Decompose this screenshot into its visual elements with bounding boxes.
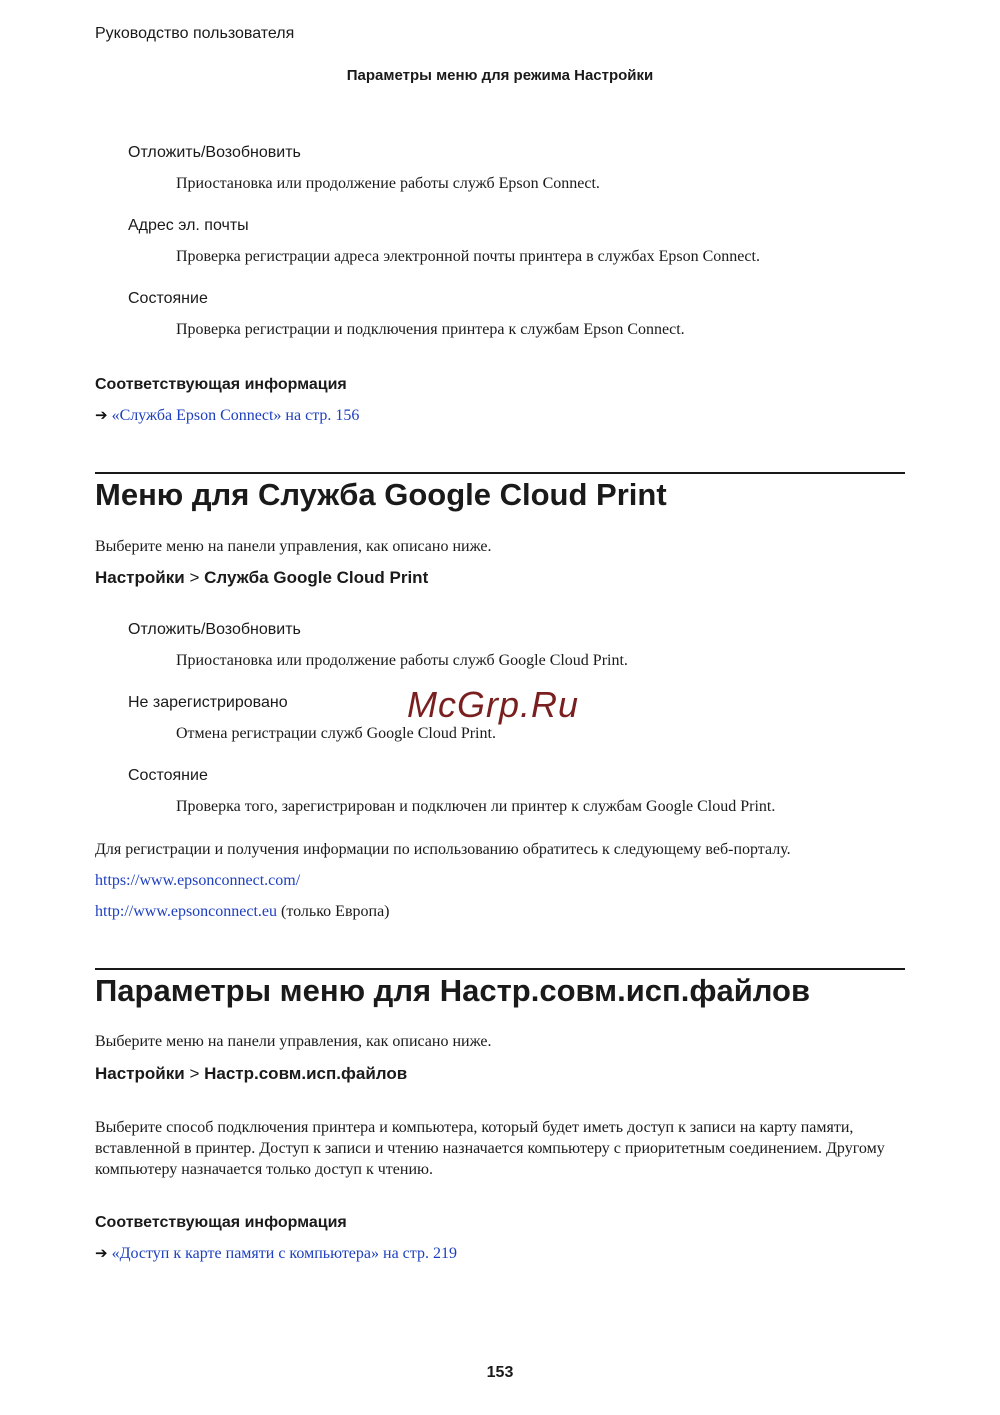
menu-path-separator: >: [189, 568, 200, 587]
desc-pause-resume: Приостановка или продолжение работы служб Epson Connect.: [176, 175, 600, 192]
menu-path-root: Настройки: [95, 1064, 185, 1083]
term-pause-resume: Отложить/Возобновить: [128, 144, 301, 161]
term-pause-resume: Отложить/Возобновить: [128, 621, 301, 638]
link-row-europe: [95, 903, 390, 921]
related-info-heading: Соответствующая информация: [95, 376, 347, 393]
europe-only-note: (только Европа): [277, 903, 390, 920]
related-link-memory-card[interactable]: «Доступ к карте памяти с компьютера» на стр. 219: [111, 1245, 457, 1262]
menu-path-root: Настройки: [95, 568, 185, 587]
menu-path-leaf: Служба Google Cloud Print: [204, 568, 429, 587]
running-title: Руководство пользователя: [95, 25, 295, 42]
section-divider: [95, 472, 905, 474]
link-epsonconnect-eu[interactable]: http://www.epsonconnect.eu: [95, 903, 278, 920]
menu-path: [95, 1064, 407, 1084]
related-info-heading: Соответствующая информация: [95, 1214, 347, 1231]
watermark: McGrp.Ru: [407, 684, 580, 725]
section-divider: [95, 968, 905, 970]
term-status: Состояние: [128, 767, 208, 784]
desc-not-registered: Отмена регистрации служб Google Cloud Print.: [176, 725, 496, 742]
related-link-epson-connect[interactable]: «Служба Epson Connect» на стр. 156: [111, 407, 360, 424]
registration-note: Для регистрации и получения информации по использованию обратитесь к следующему веб-порталу.: [95, 841, 791, 858]
heading-google-cloud-print: Меню для Служба Google Cloud Print: [95, 477, 667, 512]
intro-text: Выберите меню на панели управления, как описано ниже.: [95, 1033, 492, 1050]
desc-pause-resume: Приостановка или продолжение работы служб Google Cloud Print.: [176, 652, 628, 669]
intro-text: Выберите меню на панели управления, как описано ниже.: [95, 538, 492, 555]
arrow-right-icon: ➔: [95, 1246, 108, 1262]
link-epsonconnect-com[interactable]: https://www.epsonconnect.com/: [95, 872, 301, 889]
related-link-row[interactable]: [95, 1244, 457, 1263]
heading-file-sharing: Параметры меню для Настр.совм.исп.файлов: [95, 973, 811, 1008]
page-number: 153: [486, 1364, 514, 1381]
desc-email-address: Проверка регистрации адреса электронной почты принтера в службах Epson Connect.: [176, 248, 760, 265]
desc-status: Проверка регистрации и подключения принтера к службам Epson Connect.: [176, 321, 685, 338]
term-not-registered: Не зарегистрировано: [128, 694, 288, 711]
file-sharing-description: Выберите способ подключения принтера и компьютера, который будет иметь доступ к записи на карту памяти, вставленной в принтер. Доступ к записи и чтению назначается компьютеру с приоритетным соединением. Другому компьютеру назначается только доступ к чтению.: [95, 1119, 885, 1178]
term-email-address: Адрес эл. почты: [128, 217, 249, 234]
related-link-row[interactable]: [95, 406, 359, 425]
menu-path: [95, 568, 428, 588]
section-title: Параметры меню для режима Настройки: [346, 67, 654, 84]
menu-path-separator: >: [189, 1064, 200, 1083]
arrow-right-icon: ➔: [95, 408, 108, 424]
term-status: Состояние: [128, 290, 208, 307]
menu-path-leaf: Настр.совм.исп.файлов: [204, 1064, 408, 1083]
desc-status: Проверка того, зарегистрирован и подключен ли принтер к службам Google Cloud Print.: [176, 798, 776, 815]
